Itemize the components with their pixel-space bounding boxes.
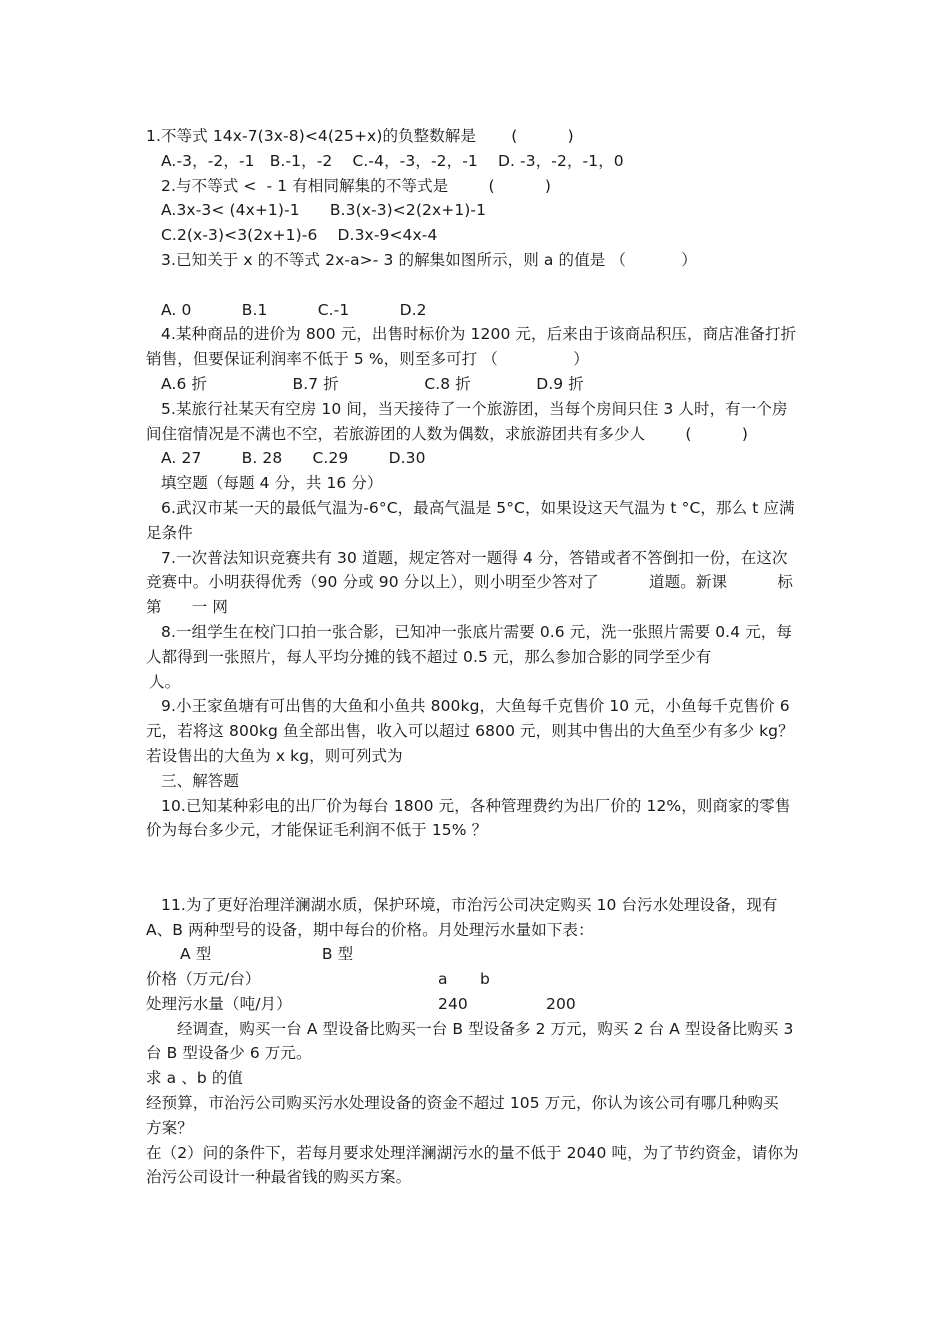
q4-stem-2: 销售，但要保证利润率不低于 5 %，则至多可打 （ ）: [146, 350, 589, 369]
q8-stem-3: 人。: [149, 672, 181, 691]
q2-options-1: A.3x-3< (4x+1)-1 B.3(x-3)<2(2x+1)-1: [161, 201, 487, 220]
q8-stem-2: 人都得到一张照片，每人平均分摊的钱不超过 0.5 元，那么参加合影的同学至少有: [146, 647, 712, 666]
q11-stem-2: A、B 两种型号的设备，期中每台的价格。月处理污水量如下表：: [146, 920, 594, 939]
q4-options: A.6 折 B.7 折 C.8 折 D.9 折: [161, 374, 584, 393]
q11-part2-1: 经预算，市治污公司购买污水处理设备的资金不超过 105 万元，你认为该公司有哪几种购买: [146, 1094, 779, 1113]
section-fill-in-heading: 填空题（每题 4 分，共 16 分）: [161, 474, 383, 493]
q10-stem-1: 10.已知某种彩电的出厂价为每台 1800 元，各种管理费约为出厂价的 12%，则商家的零售: [161, 796, 791, 815]
q1-options: A.-3，-2，-1 B.-1，-2 C.-4，-3，-2，-1 D. -3，-2，-1，0: [161, 151, 624, 170]
q11-table-row-capacity: [146, 992, 808, 1017]
q5-stem-2: 间住宿情况是不满也不空，若旅游团的人数为偶数，求旅游团共有多少人 ( ): [146, 424, 748, 443]
q3-stem: 3.已知关于 x 的不等式 2x-a>- 3 的解集如图所示，则 a 的值是 （ ）: [161, 250, 697, 269]
q11-survey-1: 经调查，购买一台 A 型设备比购买一台 B 型设备多 2 万元，购买 2 台 A 型设备比购买 3: [177, 1019, 794, 1038]
q3-figure-space: [146, 273, 808, 298]
q11-part3-1: 在（2）问的条件下，若每月要求处理洋澜湖污水的量不低于 2040 吨，为了节约资金，请你为: [146, 1143, 799, 1162]
capacity-b: 200: [546, 994, 576, 1013]
q11-part1: 求 a 、b 的值: [146, 1069, 244, 1088]
capacity-a: 240: [438, 994, 468, 1013]
q9-stem-2: 元，若将这 800kg 鱼全部出售，收入可以超过 6800 元，则其中售出的大鱼至少有多少 kg？: [146, 722, 794, 741]
section-answers-heading: 三、解答题: [161, 771, 240, 790]
q2-stem: 2.与不等式 < - 1 有相同解集的不等式是 ( ): [161, 176, 552, 195]
price-a: a: [438, 970, 448, 989]
price-b: b: [480, 970, 490, 989]
q7-stem-3: 第 一 网: [146, 598, 228, 617]
q9-stem-3: 若设售出的大鱼为 x kg，则可列式为: [146, 746, 403, 765]
q10-answer-space: [146, 843, 808, 893]
price-label: 价格（万元/台）: [146, 970, 261, 989]
q6-stem-2: 足条件: [146, 523, 193, 542]
q8-stem-1: 8.一组学生在校门口拍一张合影，已知冲一张底片需要 0.6 元，洗一张照片需要 0.4 元，每: [161, 622, 792, 641]
q5-stem-1: 5.某旅行社某天有空房 10 间，当天接待了一个旅游团，当每个房间只住 3 人时，有一个房: [161, 399, 788, 418]
q5-options: A. 27 B. 28 C.29 D.30: [161, 449, 426, 468]
q7-stem-2: 竞赛中。小明获得优秀（90 分或 90 分以上），则小明至少答对了 道题。新课 标: [146, 573, 793, 592]
q11-table-header: A 型 B 型: [180, 945, 354, 964]
q10-stem-2: 价为每台多少元，才能保证毛利润不低于 15% ？: [146, 821, 488, 840]
q9-stem-1: 9.小王家鱼塘有可出售的大鱼和小鱼共 800kg，大鱼每千克售价 10 元，小鱼每千克售价 6: [161, 697, 790, 716]
q11-table-row-price: [146, 967, 808, 992]
exam-content: [146, 124, 808, 1190]
q11-stem-1: 11.为了更好治理洋澜湖水质，保护环境，市治污公司决定购买 10 台污水处理设备，现有: [161, 895, 778, 914]
q2-options-2: C.2(x-3)<3(2x+1)-6 D.3x-9<4x-4: [161, 226, 438, 245]
q11-part3-2: 治污公司设计一种最省钱的购买方案。: [146, 1168, 412, 1187]
capacity-label: 处理污水量（吨/月）: [146, 994, 292, 1013]
q6-stem-1: 6.武汉市某一天的最低气温为-6°C，最高气温是 5°C，如果设这天气温为 t °C，那么 t 应满: [161, 498, 795, 517]
q7-stem-1: 7.一次普法知识竞赛共有 30 道题，规定答对一题得 4 分，答错或者不答倒扣一份，在这次: [161, 548, 788, 567]
q3-options: A. 0 B.1 C.-1 D.2: [161, 300, 427, 319]
q11-survey-2: 台 B 型设备少 6 万元。: [146, 1044, 312, 1063]
q11-part2-2: 方案？: [146, 1118, 193, 1137]
q4-stem-1: 4.某种商品的进价为 800 元，出售时标价为 1200 元，后来由于该商品积压，商店准备打折: [161, 325, 797, 344]
q1-stem: 1.不等式 14x-7(3x-8)<4(25+x)的负整数解是 ( ): [146, 127, 574, 145]
